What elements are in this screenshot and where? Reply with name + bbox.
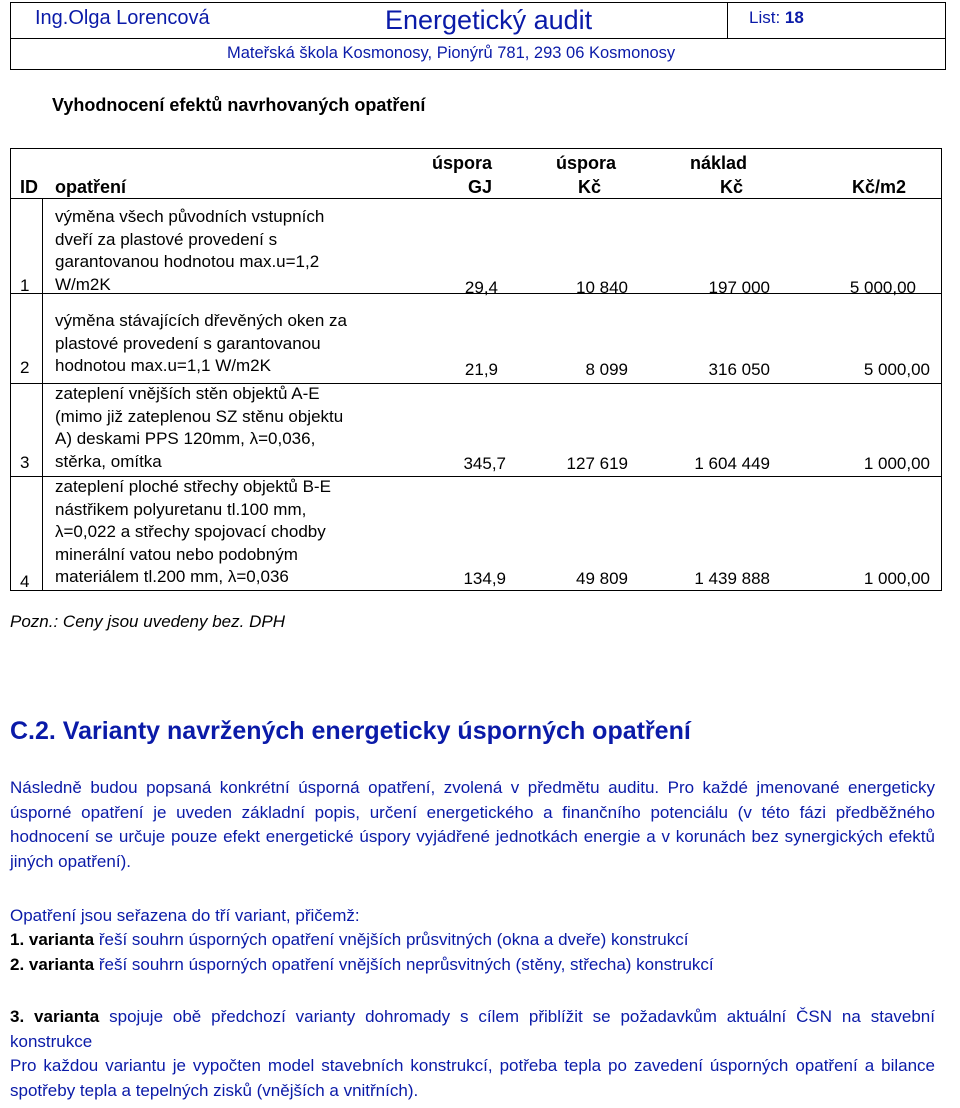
- variant-2-label: 2. varianta: [10, 955, 95, 974]
- row-description: [55, 476, 405, 589]
- variants-intro: Opatření jsou seřazena do tří variant, přičemž:: [10, 906, 360, 925]
- row-id: 2: [20, 358, 30, 377]
- description-line: materiálem tl.200 mm, λ=0,036: [55, 567, 289, 586]
- description-line: A) deskami PPS 120mm, λ=0,036,: [55, 429, 316, 448]
- description-line: zateplení ploché střechy objektů B-E: [55, 477, 331, 496]
- table-header-divider: [10, 198, 942, 199]
- row-kc-savings: 10 840: [576, 278, 628, 297]
- variant-3: [10, 1005, 935, 1054]
- row-kc-cost: 1 439 888: [694, 569, 770, 588]
- description-line: výměna všech původních vstupních: [55, 207, 325, 226]
- description-line: (mimo již zateplenou SZ stěnu objektu: [55, 406, 344, 426]
- row-description: [55, 206, 405, 296]
- row-description: [55, 383, 405, 473]
- table-border-bottom: [10, 590, 942, 591]
- closing-paragraph: Pro každou variantu je vypočten model stavebních konstrukcí, potřeba tepla po zavedení úsporných opatření a bilance spotřeby tepla a tepelných zisků (vnějších a vnitřních).: [10, 1056, 935, 1100]
- header-uspora-gj: úspora: [432, 153, 493, 173]
- header-top-row: [11, 3, 945, 39]
- description-line: výměna stávajících dřevěných oken za: [55, 311, 347, 330]
- description-line: W/m2K: [55, 274, 111, 294]
- header-kc1: Kč: [578, 177, 602, 197]
- variant-3-text: spojuje obě předchozí varianty dohromady s cílem přiblížit se požadavkům aktuální ČSN na stavební konstrukce: [10, 1007, 935, 1051]
- header-kc2: Kč: [720, 177, 744, 197]
- description-line: nástřikem polyuretanu tl.100 mm,: [55, 499, 307, 519]
- page-number: 18: [784, 8, 804, 27]
- header-uspora-kc: úspora: [556, 153, 617, 173]
- row-kc-savings: 8 099: [585, 360, 628, 379]
- description-line: hodnotou max.u=1,1 W/m2K: [55, 356, 271, 375]
- page-header: [10, 2, 946, 70]
- row-id: 3: [20, 453, 30, 472]
- author-name: Ing.Olga Lorencová: [35, 7, 210, 29]
- header-id: ID: [20, 177, 38, 197]
- row-kc-m2: 5 000,00: [863, 360, 930, 379]
- header-kc-m2: Kč/m2: [852, 177, 907, 197]
- description-line: stěrka, omítka: [55, 451, 162, 471]
- row-kc-cost: 316 050: [708, 360, 770, 379]
- table-border-top: [10, 148, 942, 149]
- header-subtitle: Mateřská škola Kosmonosy, Pionýrů 781, 293 06 Kosmonosy: [227, 44, 676, 62]
- row-id: 1: [20, 276, 30, 295]
- description-line: λ=0,022 a střechy spojovací chodby: [55, 522, 326, 541]
- table-col-divider: [42, 198, 43, 591]
- row-gj: 134,9: [463, 569, 506, 588]
- measures-table: [10, 148, 942, 591]
- variant-1-label: 1. varianta: [10, 930, 95, 949]
- row-kc-cost: 1 604 449: [694, 454, 770, 473]
- row-id: 4: [20, 572, 30, 591]
- row-description: [55, 310, 405, 378]
- row-gj: 29,4: [464, 278, 498, 297]
- variant-2-text: řeší souhrn úsporných opatření vnějších neprůsvitných (stěny, střecha) konstrukcí: [94, 955, 714, 974]
- page-label: List:: [749, 8, 781, 27]
- header-naklad: náklad: [690, 153, 748, 173]
- header-divider: [727, 3, 728, 38]
- row-kc-m2: 1 000,00: [863, 454, 930, 473]
- header-opatreni: opatření: [55, 177, 127, 197]
- intro-paragraph: Následně budou popsaná konkrétní úsporná opatření, zvolená v předmětu auditu. Pro každé jmenované energeticky úsporné opatření je uveden základní popis, určení energetického a finančního potenciálu (v této fázi předběžného hodnocení se určuje pouze efekt energetické úspory vyjádřené jednotkách energie a v korunách bez synergických efektů jiných opatření).: [10, 778, 935, 871]
- row-kc-cost: 197 000: [708, 278, 770, 297]
- section-title: Vyhodnocení efektů navrhovaných opatření: [52, 95, 426, 115]
- row-gj: 21,9: [464, 360, 498, 379]
- document-title: Energetický audit: [385, 5, 593, 35]
- variant-1-text: řeší souhrn úsporných opatření vnějších průsvitných (okna a dveře) konstrukcí: [94, 930, 689, 949]
- description-line: dveří za plastové provedení s: [55, 229, 278, 249]
- header-gj: GJ: [468, 177, 493, 197]
- row-gj: 345,7: [463, 454, 506, 473]
- description-line: zateplení vnějších stěn objektů A-E: [55, 384, 320, 403]
- row-kc-m2: 5 000,00: [849, 278, 916, 297]
- table-border-right: [941, 148, 942, 591]
- variant-2: [10, 953, 935, 978]
- variant-3-label: 3. varianta: [10, 1007, 100, 1026]
- row-kc-m2: 1 000,00: [863, 569, 930, 588]
- price-note: Pozn.: Ceny jsou uvedeny bez. DPH: [10, 612, 285, 631]
- description-line: minerální vatou nebo podobným: [55, 544, 298, 564]
- section-heading: C.2. Varianty navržených energeticky úsporných opatření: [10, 717, 691, 745]
- description-line: plastové provedení s garantovanou: [55, 333, 321, 353]
- table-border-left: [10, 148, 11, 591]
- row-kc-savings: 49 809: [576, 569, 628, 588]
- description-line: garantovanou hodnotou max.u=1,2: [55, 252, 320, 271]
- row-kc-savings: 127 619: [566, 454, 628, 473]
- variant-1: [10, 928, 935, 953]
- page-indicator: [749, 8, 804, 28]
